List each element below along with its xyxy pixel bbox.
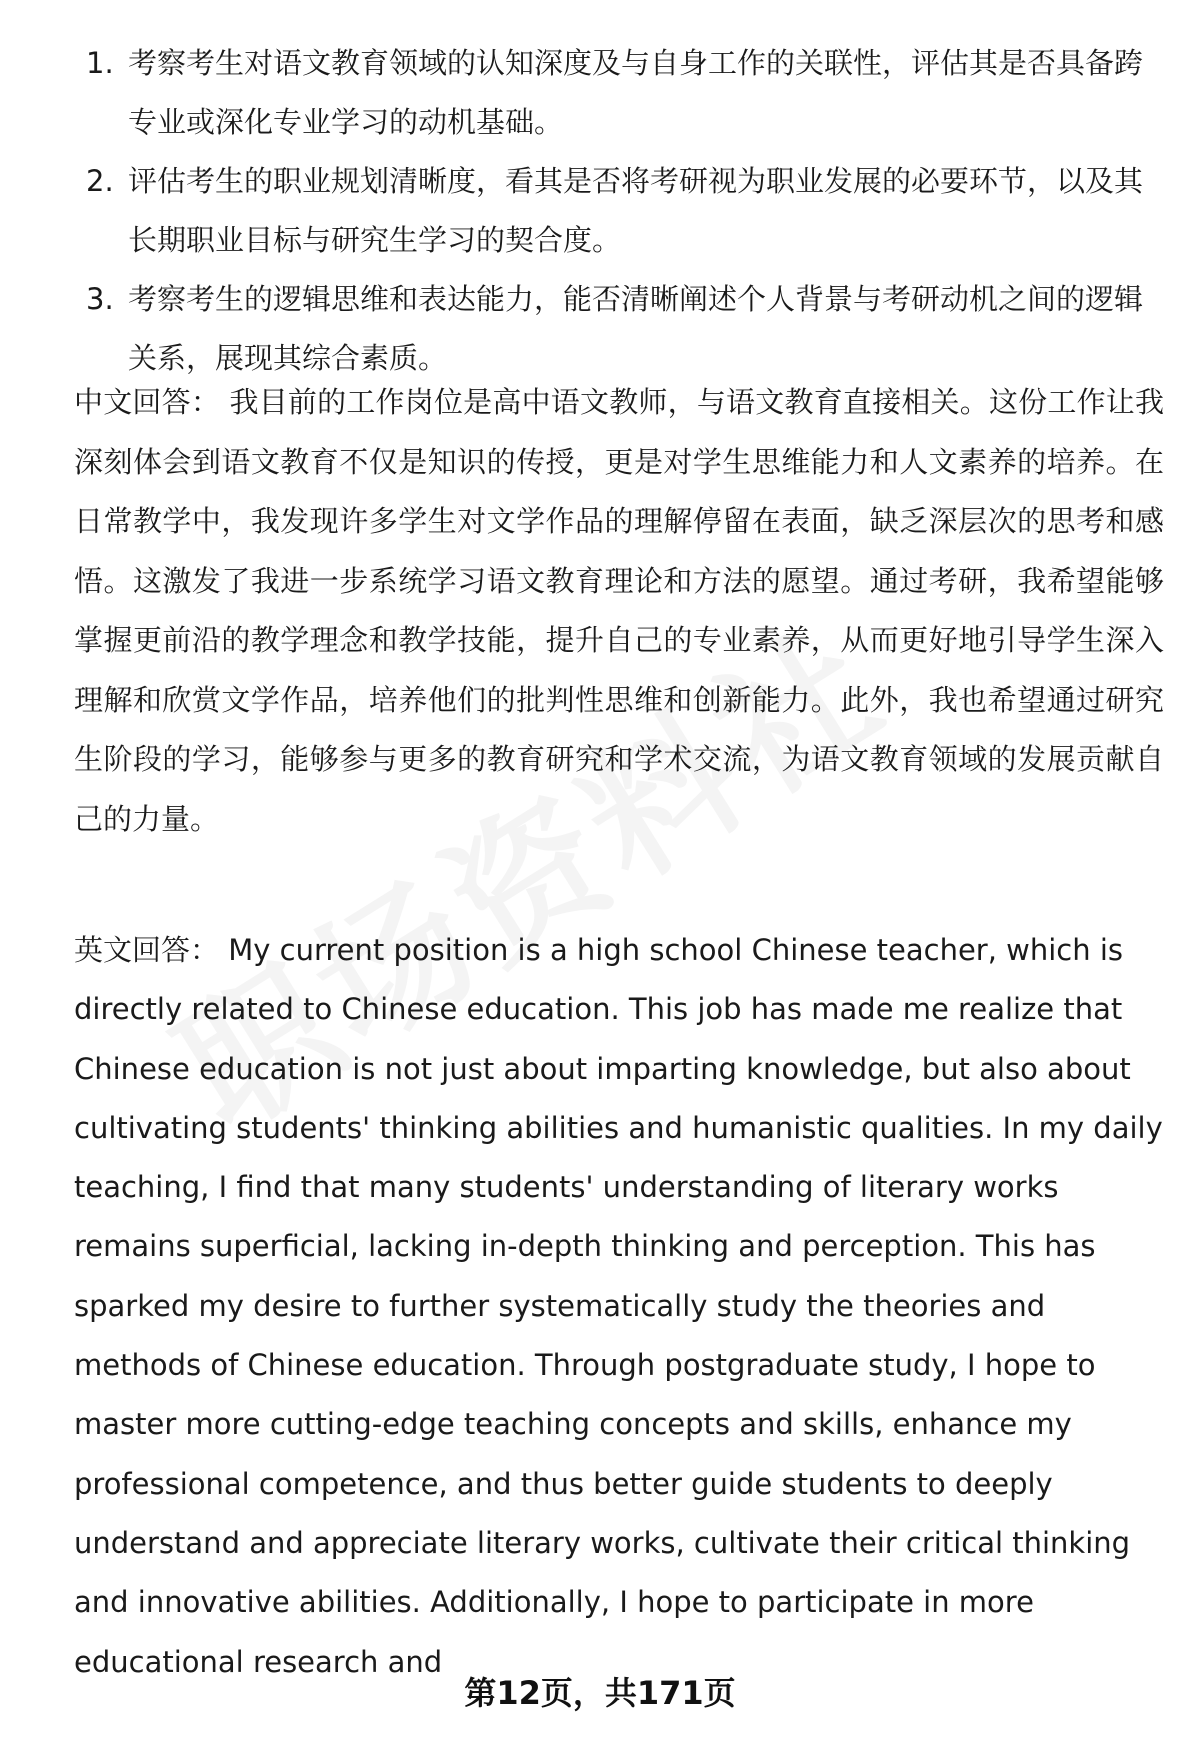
chinese-answer-label: 中文回答： — [74, 385, 221, 419]
list-item — [74, 152, 1154, 270]
chinese-answer-paragraph — [74, 373, 1164, 849]
list-item-text: 考察考生对语文教育领域的认知深度及与自身工作的关联性，评估其是否具备跨专业或深化专业学习的动机基础。 — [128, 46, 1144, 139]
english-answer-text: My current position is a high school Chinese teacher, which is directly related to Chinese education. This job has made me realize that Chinese education is not just about imparting knowledge, but also about cultivating students' thinking abilities and humanistic qualities. In my daily teaching, I find that many students' understanding of literary works remains superficial, lacking in-depth thinking and perception. This has sparked my desire to further systematically study the theories and methods of Chinese education. Through postgraduate study, I hope to master more cutting-edge teaching concepts and skills, enhance my professional competence, and thus better guide students to deeply understand and appreciate literary works, cultivate their critical thinking and innovative abilities. Additionally, I hope to participate in more educational research and — [74, 933, 1163, 1679]
chinese-answer-text: 我目前的工作岗位是高中语文教师，与语文教育直接相关。这份工作让我深刻体会到语文教育不仅是知识的传授，更是对学生思维能力和人文素养的培养。在日常教学中，我发现许多学生对文学作品的理解停留在表面，缺乏深层次的思考和感悟。这激发了我进一步系统学习语文教育理论和方法的愿望。通过考研，我希望能够掌握更前沿的教学理念和教学技能，提升自己的专业素养，从而更好地引导学生深入理解和欣赏文学作品，培养他们的批判性思维和创新能力。此外，我也希望通过研究生阶段的学习，能够参与更多的教育研究和学术交流，为语文教育领域的发展贡献自己的力量。 — [74, 385, 1164, 836]
evaluation-points-list — [74, 34, 1154, 388]
list-item-text: 评估考生的职业规划清晰度，看其是否将考研视为职业发展的必要环节，以及其长期职业目标与研究生学习的契合度。 — [128, 164, 1144, 257]
list-item — [74, 270, 1154, 388]
list-item-text: 考察考生的逻辑思维和表达能力，能否清晰阐述个人背景与考研动机之间的逻辑关系，展现其综合素质。 — [128, 282, 1144, 375]
english-answer-label: 英文回答： — [74, 933, 220, 967]
english-answer-paragraph — [74, 921, 1164, 1692]
list-item-number: 1. — [86, 46, 114, 80]
list-item — [74, 34, 1154, 152]
list-item-number: 2. — [86, 164, 114, 198]
list-item-number: 3. — [86, 282, 114, 316]
page-number-footer: 第12页，共171页 — [464, 1674, 736, 1712]
